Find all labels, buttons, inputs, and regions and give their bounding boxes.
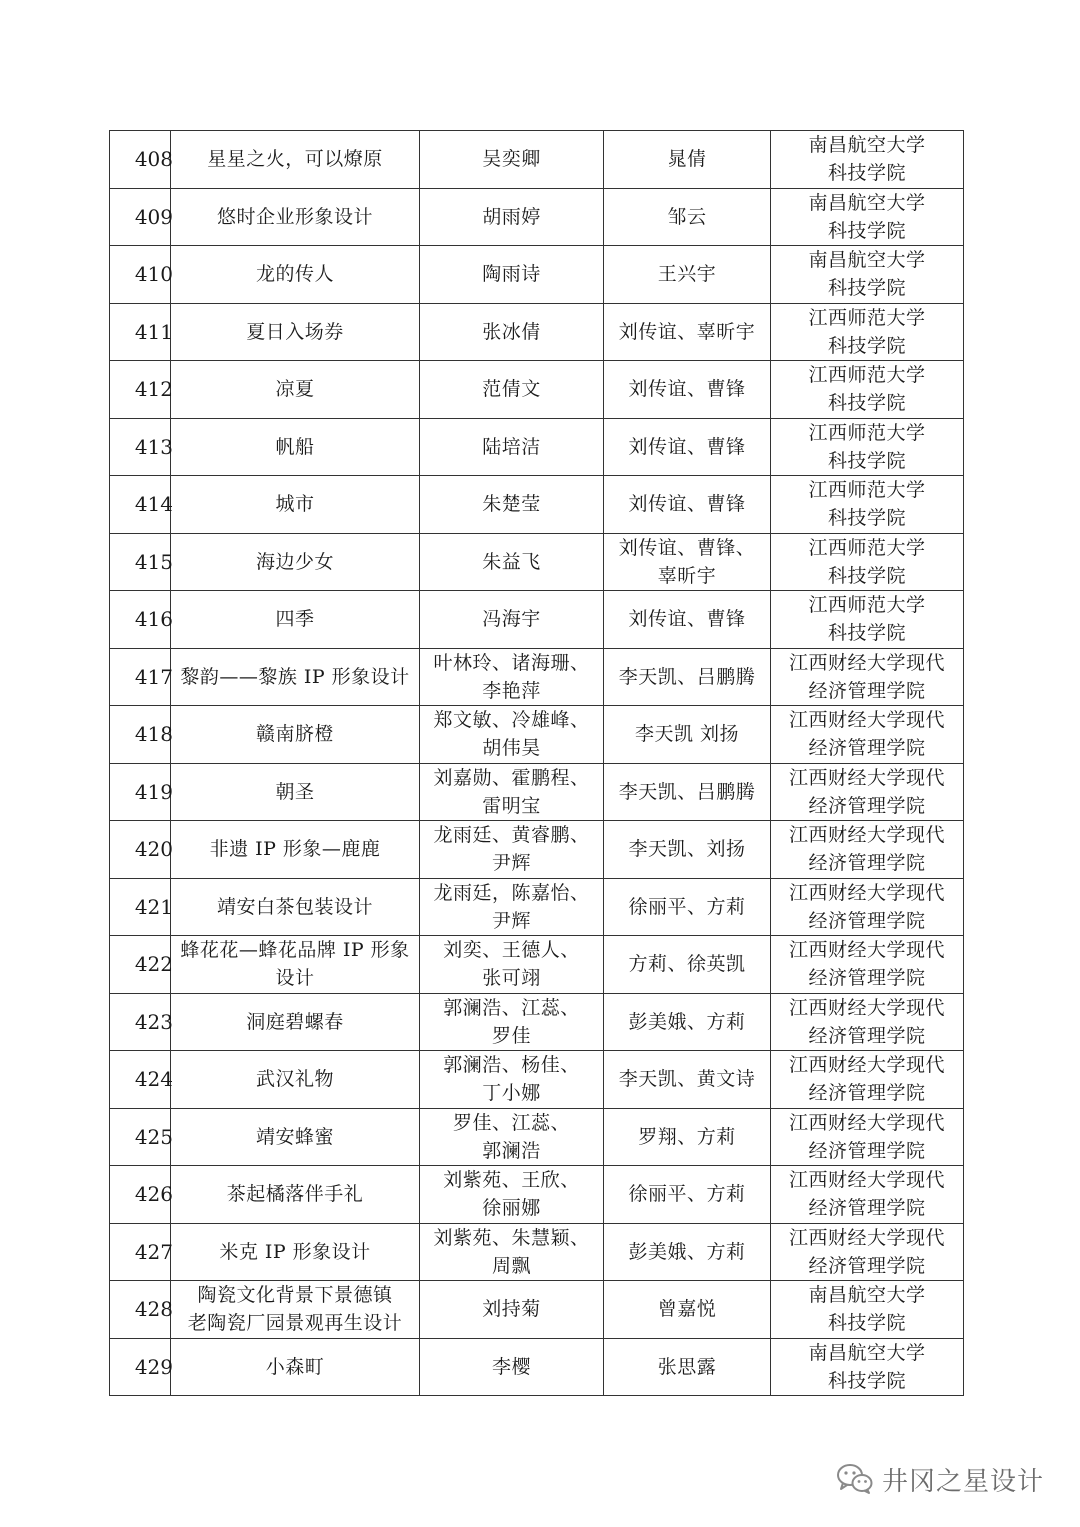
advisor-names: 罗翔、方莉: [604, 1108, 771, 1166]
wechat-icon: [836, 1463, 874, 1495]
watermark-text: 井冈之星设计: [881, 1466, 1044, 1497]
work-title: 夏日入场券: [171, 303, 420, 361]
author-names: 陆培洁: [420, 418, 604, 476]
entry-number: [110, 188, 171, 246]
school-name: 江西财经大学现代 经济管理学院: [771, 1108, 964, 1166]
entry-number-text: 410: [134, 262, 173, 287]
entry-number: [110, 361, 171, 419]
entry-number: [110, 1338, 171, 1396]
advisor-names: 刘传谊、曹锋、 辜昕宇: [604, 533, 771, 591]
entry-number: [110, 246, 171, 304]
author-names: 龙雨廷，陈嘉怡、 尹辉: [420, 878, 604, 936]
work-title: 城市: [171, 476, 420, 534]
entry-number: [110, 533, 171, 591]
entry-number: [110, 131, 171, 189]
table-row: [110, 706, 964, 764]
entry-number-text: 429: [134, 1354, 173, 1379]
school-name: 江西财经大学现代 经济管理学院: [771, 1223, 964, 1281]
school-name: 江西财经大学现代 经济管理学院: [771, 821, 964, 879]
entry-number-text: 412: [134, 377, 173, 402]
table-body: [110, 131, 964, 1396]
advisor-names: 彭美娥、方莉: [604, 993, 771, 1051]
entry-number-text: 424: [134, 1067, 173, 1092]
entry-number-text: 417: [134, 664, 173, 689]
entry-number-text: 422: [134, 952, 173, 977]
table-row: [110, 591, 964, 649]
entry-number: [110, 591, 171, 649]
entry-number: [110, 993, 171, 1051]
school-name: 江西财经大学现代 经济管理学院: [771, 763, 964, 821]
entry-number: [110, 476, 171, 534]
school-name: 江西师范大学 科技学院: [771, 533, 964, 591]
entry-number-text: 418: [134, 722, 173, 747]
advisor-names: 李天凯、刘扬: [604, 821, 771, 879]
advisor-names: 刘传谊、曹锋: [604, 591, 771, 649]
work-title: 帆船: [171, 418, 420, 476]
table-row: [110, 1281, 964, 1339]
table-row: [110, 303, 964, 361]
school-name: 江西财经大学现代 经济管理学院: [771, 993, 964, 1051]
author-names: 龙雨廷、黄睿鹏、 尹辉: [420, 821, 604, 879]
author-names: 郭澜浩、江蕊、 罗佳: [420, 993, 604, 1051]
entry-number: [110, 821, 171, 879]
advisor-names: 彭美娥、方莉: [604, 1223, 771, 1281]
work-title: 赣南脐橙: [171, 706, 420, 764]
work-title: 靖安白茶包装设计: [171, 878, 420, 936]
work-title: 米克 IP 形象设计: [171, 1223, 420, 1281]
entry-number: [110, 878, 171, 936]
entry-number-text: 421: [134, 894, 173, 919]
work-title: 悠时企业形象设计: [171, 188, 420, 246]
entry-number: [110, 1051, 171, 1109]
school-name: 江西师范大学 科技学院: [771, 476, 964, 534]
advisor-names: 刘传谊、辜昕宇: [604, 303, 771, 361]
work-title: 洞庭碧螺春: [171, 993, 420, 1051]
work-title: 龙的传人: [171, 246, 420, 304]
author-names: 刘紫苑、朱慧颖、 周飘: [420, 1223, 604, 1281]
watermark: [836, 1459, 1044, 1499]
table-row: [110, 418, 964, 476]
table-row: [110, 476, 964, 534]
school-name: 江西师范大学 科技学院: [771, 591, 964, 649]
work-title: 星星之火，可以燎原: [171, 131, 420, 189]
entry-number-text: 409: [134, 204, 173, 229]
advisor-names: 徐丽平、方莉: [604, 878, 771, 936]
author-names: 李樱: [420, 1338, 604, 1396]
work-title: 四季: [171, 591, 420, 649]
school-name: 江西财经大学现代 经济管理学院: [771, 648, 964, 706]
entry-number: [110, 303, 171, 361]
advisor-names: 王兴宇: [604, 246, 771, 304]
results-table: [109, 130, 964, 1396]
author-names: 胡雨婷: [420, 188, 604, 246]
table-row: [110, 1108, 964, 1166]
work-title: 黎韵——黎族 IP 形象设计: [171, 648, 420, 706]
work-title: 武汉礼物: [171, 1051, 420, 1109]
author-names: 刘持菊: [420, 1281, 604, 1339]
entry-number: [110, 1166, 171, 1224]
advisor-names: 李天凯、吕鹏腾: [604, 648, 771, 706]
entry-number-text: 420: [134, 837, 173, 862]
school-name: 南昌航空大学 科技学院: [771, 1281, 964, 1339]
entry-number-text: 423: [134, 1009, 173, 1034]
table-row: [110, 763, 964, 821]
entry-number-text: 427: [134, 1239, 173, 1264]
table-row: [110, 1338, 964, 1396]
author-names: 朱益飞: [420, 533, 604, 591]
author-names: 郑文敏、冷雄峰、 胡伟昊: [420, 706, 604, 764]
advisor-names: 李天凯、黄文诗: [604, 1051, 771, 1109]
advisor-names: 邹云: [604, 188, 771, 246]
work-title: 茶起橘落伴手礼: [171, 1166, 420, 1224]
school-name: 南昌航空大学 科技学院: [771, 1338, 964, 1396]
entry-number-text: 425: [134, 1124, 173, 1149]
school-name: 江西财经大学现代 经济管理学院: [771, 706, 964, 764]
author-names: 刘奕、王德人、 张可翊: [420, 936, 604, 994]
entry-number-text: 416: [134, 607, 173, 632]
advisor-names: 李天凯 刘扬: [604, 706, 771, 764]
advisor-names: 徐丽平、方莉: [604, 1166, 771, 1224]
work-title: 凉夏: [171, 361, 420, 419]
author-names: 吴奕卿: [420, 131, 604, 189]
table-row: [110, 821, 964, 879]
author-names: 刘嘉勋、霍鹏程、 雷明宝: [420, 763, 604, 821]
author-names: 陶雨诗: [420, 246, 604, 304]
school-name: 江西财经大学现代 经济管理学院: [771, 1166, 964, 1224]
entry-number: [110, 763, 171, 821]
entry-number-text: 408: [134, 147, 173, 172]
entry-number: [110, 1223, 171, 1281]
work-title: 陶瓷文化背景下景德镇 老陶瓷厂园景观再生设计: [171, 1281, 420, 1339]
advisor-names: 刘传谊、曹锋: [604, 361, 771, 419]
table-row: [110, 878, 964, 936]
entry-number: [110, 648, 171, 706]
author-names: 罗佳、江蕊、 郭澜浩: [420, 1108, 604, 1166]
entry-number-text: 414: [134, 492, 173, 517]
author-names: 范倩文: [420, 361, 604, 419]
author-names: 张冰倩: [420, 303, 604, 361]
advisor-names: 方莉、徐英凯: [604, 936, 771, 994]
entry-number-text: 428: [134, 1297, 173, 1322]
author-names: 郭澜浩、杨佳、 丁小娜: [420, 1051, 604, 1109]
author-names: 冯海宇: [420, 591, 604, 649]
table-row: [110, 533, 964, 591]
table-row: [110, 993, 964, 1051]
author-names: 刘紫苑、王欣、 徐丽娜: [420, 1166, 604, 1224]
school-name: 南昌航空大学 科技学院: [771, 188, 964, 246]
advisor-names: 张思露: [604, 1338, 771, 1396]
work-title: 靖安蜂蜜: [171, 1108, 420, 1166]
school-name: 南昌航空大学 科技学院: [771, 246, 964, 304]
table-row: [110, 131, 964, 189]
work-title: 朝圣: [171, 763, 420, 821]
entry-number-text: 413: [134, 434, 173, 459]
advisor-names: 晁倩: [604, 131, 771, 189]
advisor-names: 李天凯、吕鹏腾: [604, 763, 771, 821]
work-title: 非遗 IP 形象—鹿鹿: [171, 821, 420, 879]
school-name: 江西财经大学现代 经济管理学院: [771, 936, 964, 994]
table-row: [110, 246, 964, 304]
school-name: 江西财经大学现代 经济管理学院: [771, 878, 964, 936]
entry-number: [110, 1108, 171, 1166]
work-title: 蜂花花—蜂花品牌 IP 形象 设计: [171, 936, 420, 994]
school-name: 江西财经大学现代 经济管理学院: [771, 1051, 964, 1109]
school-name: 江西师范大学 科技学院: [771, 361, 964, 419]
author-names: 朱楚莹: [420, 476, 604, 534]
advisor-names: 曾嘉悦: [604, 1281, 771, 1339]
entry-number: [110, 418, 171, 476]
work-title: 小森町: [171, 1338, 420, 1396]
school-name: 江西师范大学 科技学院: [771, 303, 964, 361]
entry-number-text: 415: [134, 549, 173, 574]
entry-number: [110, 706, 171, 764]
entry-number: [110, 936, 171, 994]
table-row: [110, 648, 964, 706]
author-names: 叶林玲、诸海珊、 李艳萍: [420, 648, 604, 706]
work-title: 海边少女: [171, 533, 420, 591]
entry-number-text: 411: [134, 319, 173, 344]
school-name: 江西师范大学 科技学院: [771, 418, 964, 476]
table-row: [110, 1051, 964, 1109]
entry-number-text: 426: [134, 1182, 173, 1207]
advisor-names: 刘传谊、曹锋: [604, 418, 771, 476]
table-row: [110, 1223, 964, 1281]
table-row: [110, 936, 964, 994]
advisor-names: 刘传谊、曹锋: [604, 476, 771, 534]
school-name: 南昌航空大学 科技学院: [771, 131, 964, 189]
table-row: [110, 361, 964, 419]
table-row: [110, 1166, 964, 1224]
entry-number-text: 419: [134, 779, 173, 804]
table-row: [110, 188, 964, 246]
entry-number: [110, 1281, 171, 1339]
